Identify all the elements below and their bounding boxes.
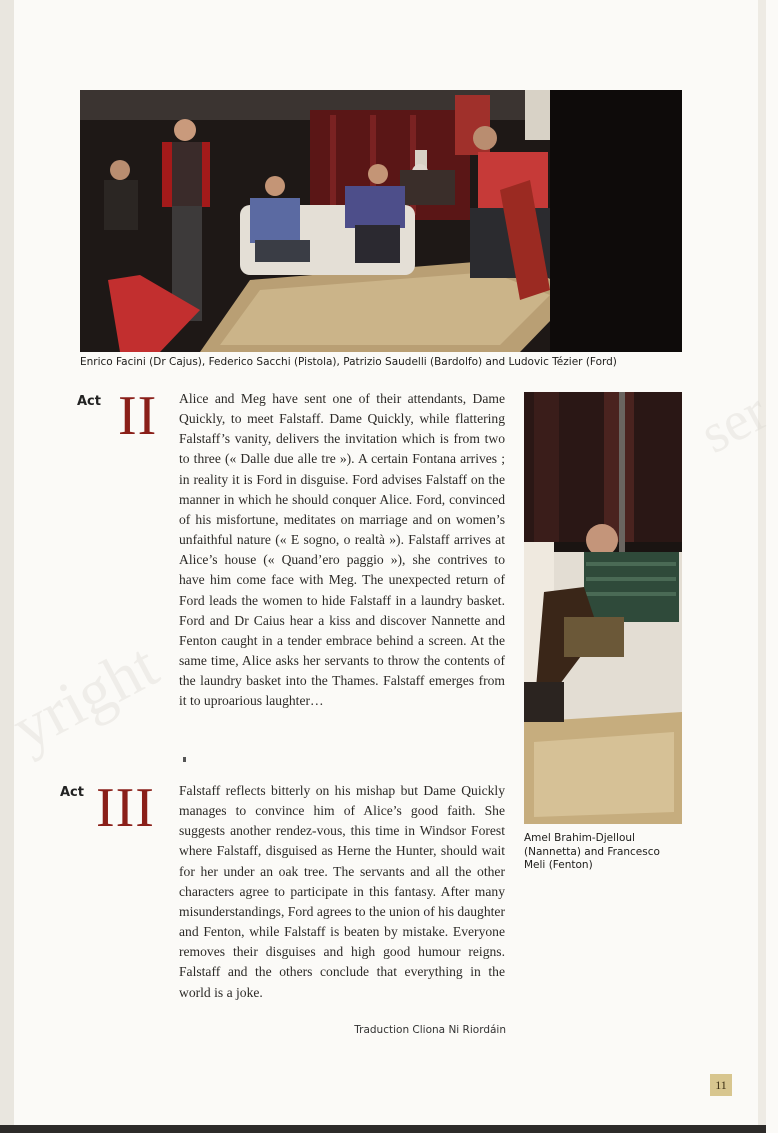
nannetta-fenton-caption: Amel Brahim-Djelloul (Nannetta) and Francesco Meli (Fenton) bbox=[524, 832, 660, 871]
page-left-edge bbox=[0, 0, 14, 1133]
act2-label: Act bbox=[77, 394, 101, 409]
rehearsal-photo-image bbox=[80, 90, 682, 352]
rehearsal-photo-caption: Enrico Facini (Dr Cajus), Federico Sacchi (Pistola), Patrizio Saudelli (Bardolfo) and Ludovic Tézier (Ford) bbox=[80, 356, 617, 368]
act2-numeral: II bbox=[118, 385, 158, 447]
nannetta-fenton-photo bbox=[524, 392, 682, 824]
act2-synopsis: Alice and Meg have sent one of their attendants, Dame Quickly, to meet Falstaff. Dame Quickly, while flattering Falstaff’s vanity, delivers the invitation which is from two to three (« Dalle due alle tre »). A certain Fontana arrives ; in reality it is Ford in disguise. Ford advises Falstaff on the manner in which he should conquer Alice. Ford, convinced of his misfortune, meditates on marriage and on women’s unfaithful nature (« E sogno, o realtà »). Falstaff arrives at Alice’s house (« Quand’ero paggio »), she contrives to have him come face with Meg. The unexpected return of Ford leads the women to hide Falstaff in a laundry basket. Ford and Dr Caius hear a kiss and discover Nannette and Fenton caught in a tender embrace behind a screen. At the same time, Alice asks her servants to throw the contents of the laundry basket into the Thames. Falstaff emerges from it to uproarious laughter… bbox=[179, 391, 505, 709]
act3-label: Act bbox=[60, 785, 84, 800]
page-bottom-band bbox=[0, 1125, 766, 1133]
copyright-watermark-left: yright bbox=[0, 629, 169, 764]
page-number: 11 bbox=[710, 1074, 732, 1096]
rehearsal-photo bbox=[80, 90, 682, 352]
nannetta-fenton-photo-image bbox=[524, 392, 682, 824]
act3-numeral: III bbox=[96, 777, 155, 839]
translation-credit: Traduction Cliona Ni Riordáin bbox=[354, 1024, 506, 1036]
page-right-edge bbox=[758, 0, 766, 1133]
copyright-watermark-right: ser bbox=[690, 380, 778, 466]
act3-synopsis: Falstaff reflects bitterly on his mishap but Dame Quickly manages to convince him of Alice’s good faith. She suggests another rendez-vous, this time in Windsor Forest where Falstaff, disguised as Herne the Hunter, should wait for her under an oak tree. The servants and all the other characters agree to participate in this fantasy. After many misunderstandings, Ford agrees to the union of his daughter and Fenton, while Falstaff is beaten by mistake. Everyone removes their disguises and high good humour reigns. Falstaff and the others conclude that everything in the world is a joke. bbox=[179, 783, 505, 1000]
stray-mark bbox=[183, 757, 186, 762]
